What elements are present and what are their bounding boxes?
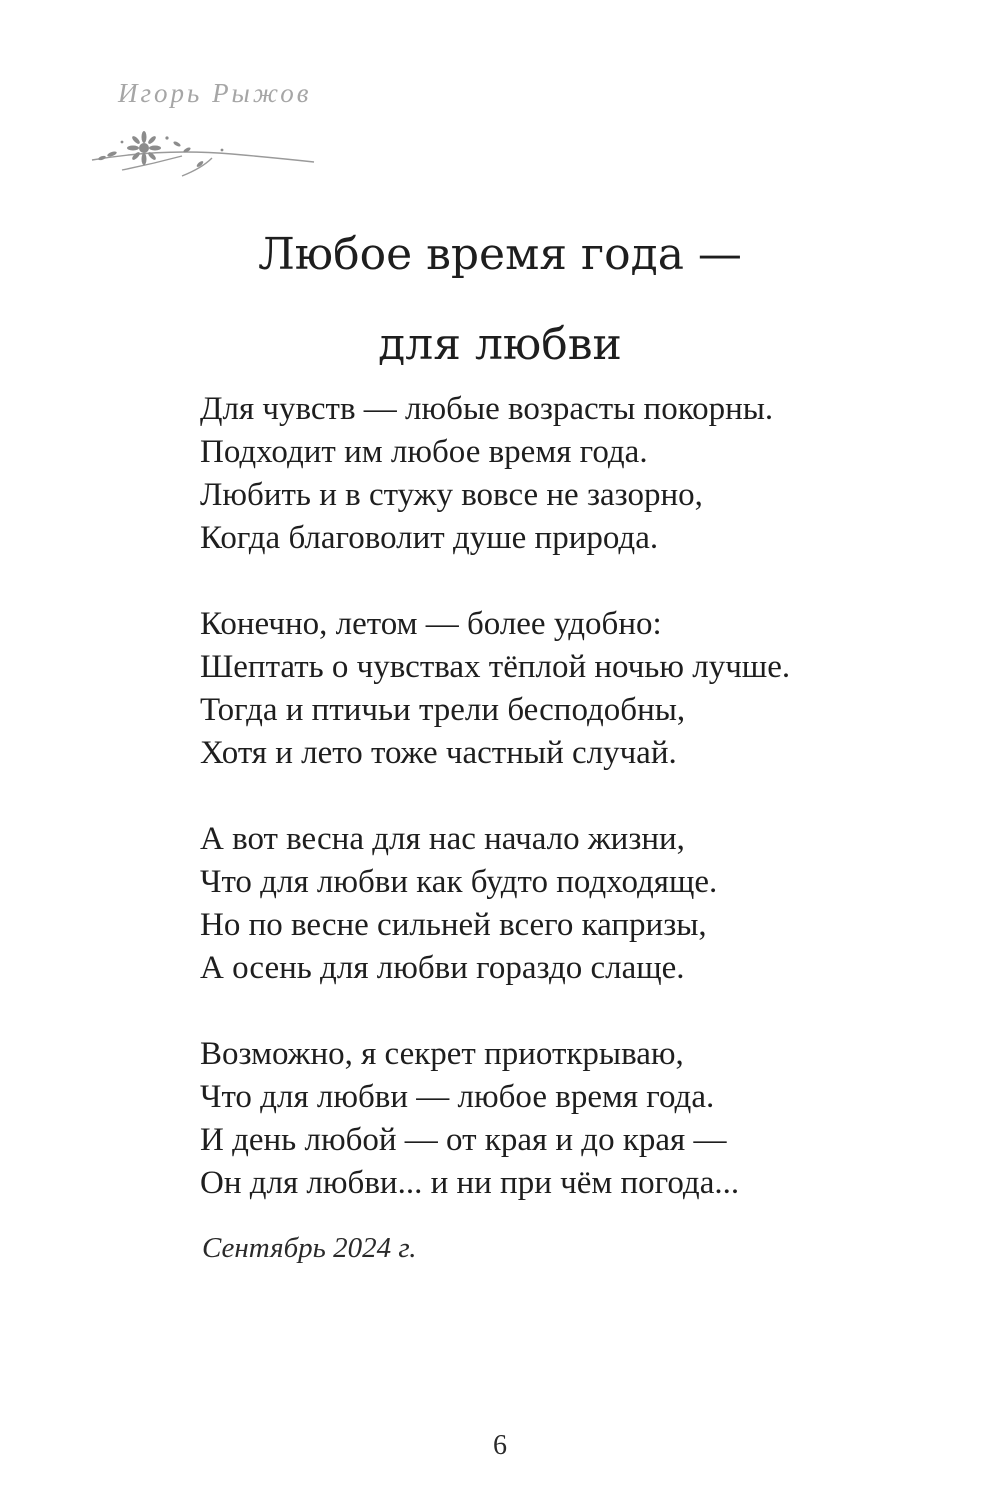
poem-line: И день любой — от края и до края — [200, 1122, 727, 1158]
poem-line: Любить и в стужу вовсе не зазорно, [200, 477, 703, 513]
poem-body [200, 388, 900, 1248]
poem-title-line: Любое время года — [258, 229, 742, 280]
poem-line: Подходит им любое время года. [200, 434, 648, 470]
poem-line: Что для любви как будто подходяще. [200, 864, 718, 900]
poem-line: Шептать о чувствах тёплой ночью лучше. [200, 649, 791, 685]
poem-line: А осень для любви гораздо слаще. [200, 950, 685, 986]
poem-line: Что для любви — любое время года. [200, 1079, 715, 1115]
running-header-author: Игорь Рыжов [118, 78, 312, 108]
stanza [200, 603, 900, 775]
stanza [200, 388, 900, 560]
floral-ornament-icon [82, 120, 322, 184]
poem-line: Он для любви... и ни при чём погода... [200, 1165, 740, 1201]
poem-line: Для чувств — любые возрасты покорны. [200, 391, 774, 427]
stanza [200, 818, 900, 990]
poem-line: Возможно, я секрет приоткрываю, [200, 1036, 684, 1072]
poem-title [0, 210, 1000, 390]
poem-line: А вот весна для нас начало жизни, [200, 821, 685, 857]
poem-line: Когда благоволит душе природа. [200, 520, 659, 556]
poem-date: Сентябрь 2024 г. [202, 1232, 417, 1264]
poem-line: Тогда и птичьи трели бесподобны, [200, 692, 686, 728]
page-number: 6 [493, 1430, 507, 1461]
poem-line: Но по весне сильней всего капризы, [200, 907, 707, 943]
poem-line: Конечно, летом — более удобно: [200, 606, 662, 642]
stanza [200, 1033, 900, 1205]
poem-line: Хотя и лето тоже частный случай. [200, 735, 677, 771]
poem-title-line: для любви [378, 319, 622, 370]
